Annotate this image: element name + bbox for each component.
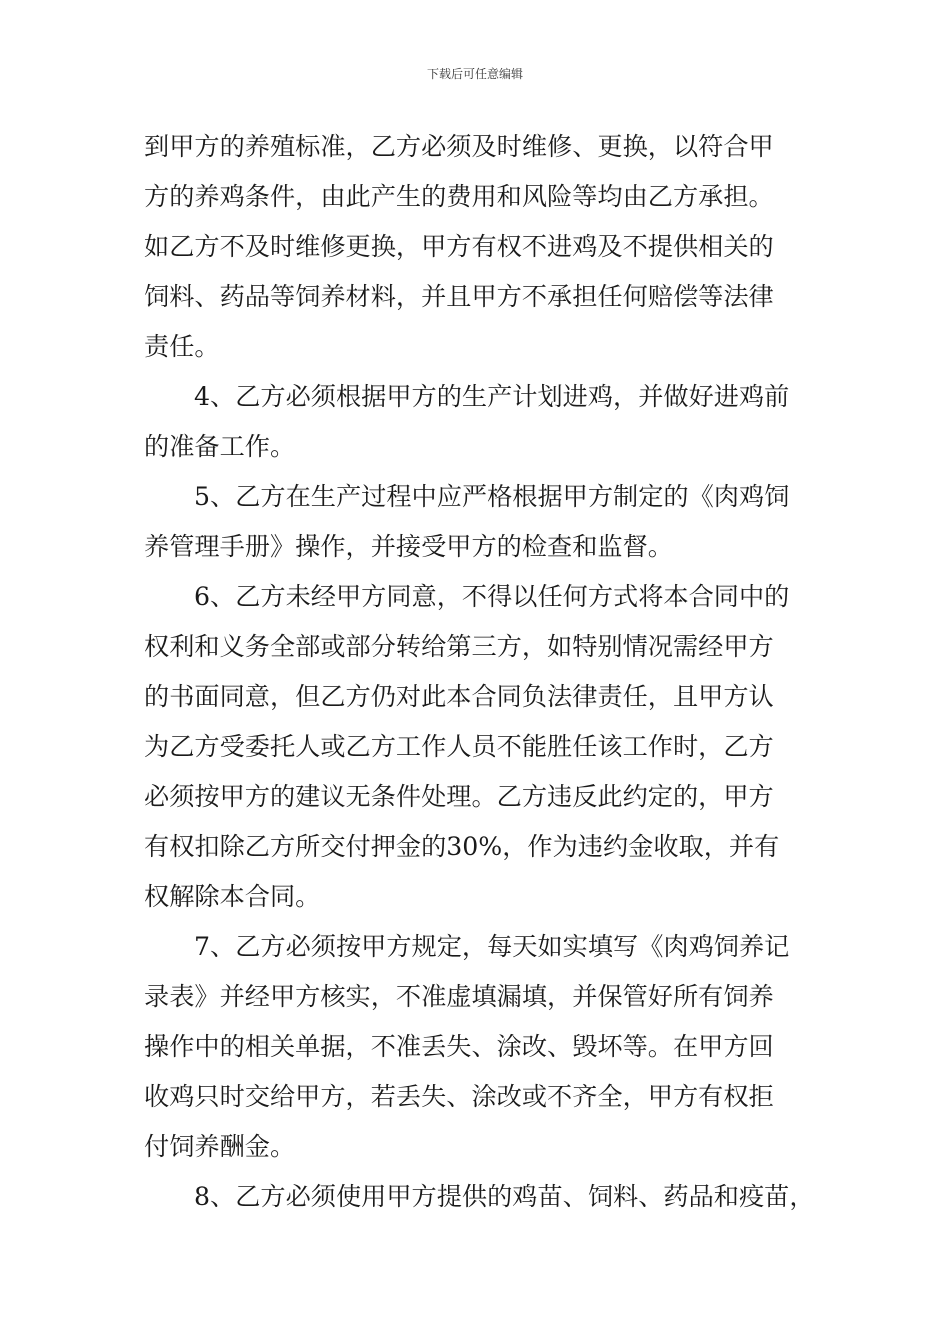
text-line: 养管理手册》操作，并接受甲方的检查和监督。 <box>144 532 673 561</box>
text-line: 到甲方的养殖标准，乙方必须及时维修、更换，以符合甲 <box>144 132 774 161</box>
text-line: 权利和义务全部或部分转给第三方，如特别情况需经甲方 <box>144 632 774 661</box>
text-line: 方的养鸡条件，由此产生的费用和风险等均由乙方承担。 <box>144 182 774 211</box>
text-line: 付饲养酬金。 <box>144 1132 296 1161</box>
text-line: 7、乙方必须按甲方规定，每天如实填写《肉鸡饲养记 <box>194 932 790 961</box>
paragraph <box>144 1172 816 1222</box>
paragraph <box>144 472 816 572</box>
text-line: 的准备工作。 <box>144 432 296 461</box>
text-line: 的书面同意，但乙方仍对此本合同负法律责任，且甲方认 <box>144 682 774 711</box>
text-line: 权解除本合同。 <box>144 882 321 911</box>
paragraph <box>144 372 816 472</box>
text-line: 有权扣除乙方所交付押金的30%，作为违约金收取，并有 <box>144 832 780 861</box>
text-line: 收鸡只时交给甲方，若丢失、涂改或不齐全，甲方有权拒 <box>144 1082 774 1111</box>
document-body <box>144 122 816 1222</box>
text-line: 如乙方不及时维修更换，甲方有权不进鸡及不提供相关的 <box>144 232 774 261</box>
text-line: 4、乙方必须根据甲方的生产计划进鸡，并做好进鸡前 <box>194 382 790 411</box>
text-line: 录表》并经甲方核实，不准虚填漏填，并保管好所有饲养 <box>144 982 774 1011</box>
text-line: 饲料、药品等饲养材料，并且甲方不承担任何赔偿等法律 <box>144 282 774 311</box>
text-line: 5、乙方在生产过程中应严格根据甲方制定的《肉鸡饲 <box>194 482 790 511</box>
text-line: 必须按甲方的建议无条件处理。乙方违反此约定的，甲方 <box>144 782 774 811</box>
text-line: 责任。 <box>144 332 220 361</box>
text-line: 8、乙方必须使用甲方提供的鸡苗、饲料、药品和疫苗， <box>194 1182 815 1211</box>
page-header: 下载后可任意编辑 <box>426 67 523 81</box>
text-line: 为乙方受委托人或乙方工作人员不能胜任该工作时，乙方 <box>144 732 774 761</box>
paragraph <box>144 572 816 922</box>
paragraph <box>144 122 816 372</box>
text-line: 6、乙方未经甲方同意，不得以任何方式将本合同中的 <box>194 582 790 611</box>
text-line: 操作中的相关单据，不准丢失、涂改、毁坏等。在甲方回 <box>144 1032 774 1061</box>
paragraph <box>144 922 816 1172</box>
